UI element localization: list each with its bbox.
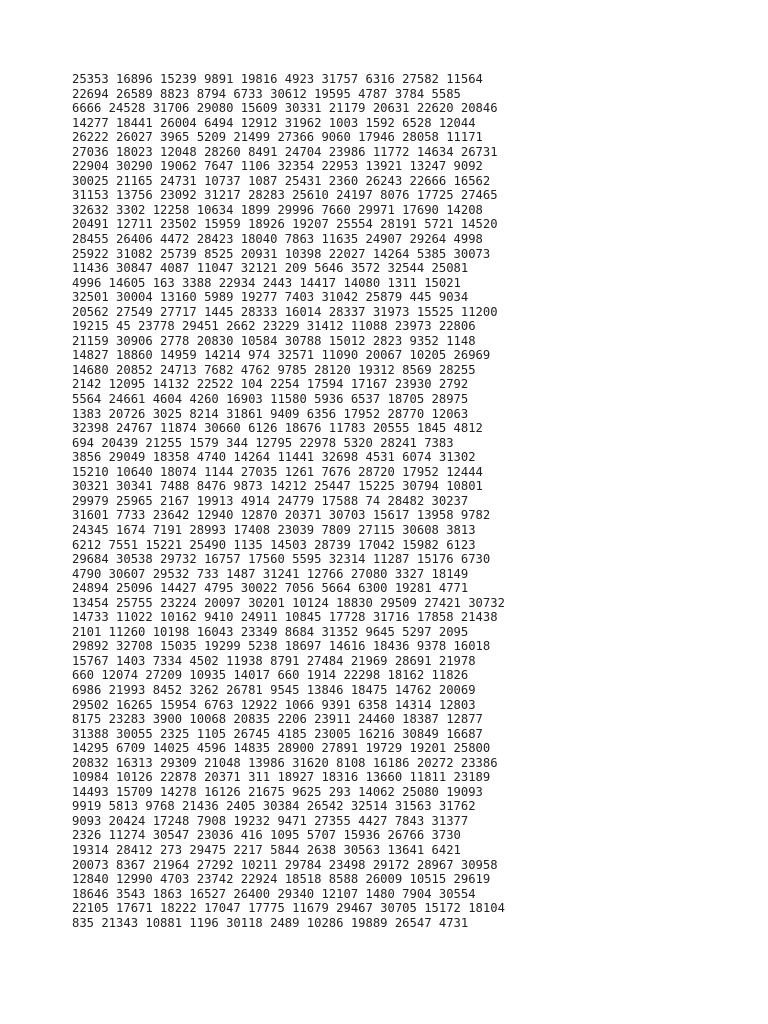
text-line: 29892 32708 15035 19299 5238 18697 14616 18436 9378 16018	[72, 639, 491, 654]
text-line: 32632 3302 12258 10634 1899 29996 7660 29971 17690 14208	[72, 202, 483, 217]
text-line: 14680 20852 24713 7682 4762 9785 28120 19312 8569 28255	[72, 362, 476, 377]
text-line: 14295 6709 14025 4596 14835 28900 27891 19729 19201 25800	[72, 741, 491, 756]
text-line: 22694 26589 8823 8794 6733 30612 19595 4787 3784 5585	[72, 86, 461, 101]
text-line: 27036 18023 12048 28260 8491 24704 23986 11772 14634 26731	[72, 144, 498, 159]
text-line: 30025 21165 24731 10737 1087 25431 2360 26243 22666 16562	[72, 173, 491, 188]
text-line: 5564 24661 4604 4260 16903 11580 5936 6537 18705 28975	[72, 392, 469, 407]
text-line: 15767 1403 7334 4502 11938 8791 27484 21969 28691 21978	[72, 653, 476, 668]
text-line: 31601 7733 23642 12940 12870 20371 30703 15617 13958 9782	[72, 508, 491, 523]
text-line: 29684 30538 29732 16757 17560 5595 32314 11287 15176 6730	[72, 552, 491, 567]
text-line: 15210 10640 18074 1144 27035 1261 7676 28720 17952 12444	[72, 464, 483, 479]
text-line: 11436 30847 4087 11047 32121 209 5646 3572 32544 25081	[72, 261, 469, 276]
text-line: 24345 1674 7191 28993 17408 23039 7809 27115 30608 3813	[72, 522, 476, 537]
text-line: 6986 21993 8452 3262 26781 9545 13846 18475 14762 20069	[72, 682, 476, 697]
text-line: 694 20439 21255 1579 344 12795 22978 5320 28241 7383	[72, 435, 454, 450]
text-line: 18646 3543 1863 16527 26400 29340 12107 1480 7904 30554	[72, 886, 476, 901]
text-line: 31388 30055 2325 1105 26745 4185 23005 16216 30849 16687	[72, 726, 483, 741]
text-line: 13454 25755 23224 20097 30201 10124 18830 29509 27421 30732	[72, 595, 505, 610]
text-line: 20073 8367 21964 27292 10211 29784 23498 29172 28967 30958	[72, 857, 498, 872]
text-line: 20491 12711 23502 15959 18926 19207 25554 28191 5721 14520	[72, 217, 498, 232]
text-line: 20832 16313 29309 21048 13986 31620 8108 16186 20272 23386	[72, 755, 498, 770]
text-line: 14733 11022 10162 9410 24911 10845 17728 31716 17858 21438	[72, 610, 498, 625]
text-line: 835 21343 10881 1196 30118 2489 10286 19889 26547 4731	[72, 915, 469, 930]
text-line: 26222 26027 3965 5209 21499 27366 9060 17946 28058 11171	[72, 130, 483, 145]
text-line: 14827 18860 14959 14214 974 32571 11090 20067 10205 26969	[72, 348, 491, 363]
text-line: 32501 30004 13160 5989 19277 7403 31042 25879 445 9034	[72, 290, 469, 305]
text-line: 25353 16896 15239 9891 19816 4923 31757 6316 27582 11564	[72, 72, 483, 86]
number-document	[72, 72, 752, 930]
text-line: 1383 20726 3025 8214 31861 9409 6356 17952 28770 12063	[72, 406, 469, 421]
text-line: 24894 25096 14427 4795 30022 7056 5664 6300 19281 4771	[72, 581, 469, 596]
text-line: 29979 25965 2167 19913 4914 24779 17588 74 28482 30237	[72, 493, 469, 508]
text-line: 2326 11274 30547 23036 416 1095 5707 15936 26766 3730	[72, 828, 461, 843]
text-line: 19215 45 23778 29451 2662 23229 31412 11088 23973 22806	[72, 319, 476, 334]
text-line: 19314 28412 273 29475 2217 5844 2638 30563 13641 6421	[72, 842, 461, 857]
text-line: 22105 17671 18222 17047 17775 11679 29467 30705 15172 18104	[72, 901, 505, 916]
text-line: 6666 24528 31706 29080 15609 30331 21179 20631 22620 20846	[72, 101, 498, 116]
text-line: 6212 7551 15221 25490 1135 14503 28739 17042 15982 6123	[72, 537, 476, 552]
text-line: 31153 13756 23092 31217 28283 25610 24197 8076 17725 27465	[72, 188, 498, 203]
text-line: 2101 11260 10198 16043 23349 8684 31352 9645 5297 2095	[72, 624, 469, 639]
text-line: 12840 12990 4703 23742 22924 18518 8588 26009 10515 29619	[72, 872, 491, 887]
text-line: 4996 14605 163 3388 22934 2443 14417 14080 1311 15021	[72, 275, 461, 290]
text-line: 21159 30906 2778 20830 10584 30788 15012 2823 9352 1148	[72, 333, 476, 348]
text-line: 25922 31082 25739 8525 20931 10398 22027 14264 5385 30073	[72, 246, 491, 261]
text-line: 9093 20424 17248 7908 19232 9471 27355 4427 7843 31377	[72, 813, 469, 828]
text-line: 22904 30290 19062 7647 1106 32354 22953 13921 13247 9092	[72, 159, 483, 174]
text-line: 14277 18441 26004 6494 12912 31962 1003 1592 6528 12044	[72, 115, 476, 130]
text-line: 30321 30341 7488 8476 9873 14212 25447 15225 30794 10801	[72, 479, 483, 494]
text-line: 32398 24767 11874 30660 6126 18676 11783 20555 1845 4812	[72, 421, 483, 436]
text-line: 14493 15709 14278 16126 21675 9625 293 14062 25080 19093	[72, 784, 483, 799]
text-line: 20562 27549 27717 1445 28333 16014 28337 31973 15525 11200	[72, 304, 498, 319]
text-line: 29502 16265 15954 6763 12922 1066 9391 6358 14314 12803	[72, 697, 476, 712]
text-line: 10984 10126 22878 20371 311 18927 18316 13660 11811 23189	[72, 770, 491, 785]
text-line: 9919 5813 9768 21436 2405 30384 26542 32514 31563 31762	[72, 799, 476, 814]
text-line: 660 12074 27209 10935 14017 660 1914 22298 18162 11826	[72, 668, 469, 683]
text-line: 28455 26406 4472 28423 18040 7863 11635 24907 29264 4998	[72, 232, 483, 247]
text-line: 8175 23283 3900 10068 20835 2206 23911 24460 18387 12877	[72, 712, 483, 727]
text-line: 4790 30607 29532 733 1487 31241 12766 27080 3327 18149	[72, 566, 469, 581]
text-line: 2142 12095 14132 22522 104 2254 17594 17167 23930 2792	[72, 377, 469, 392]
text-line: 3856 29049 18358 4740 14264 11441 32698 4531 6074 31302	[72, 450, 476, 465]
